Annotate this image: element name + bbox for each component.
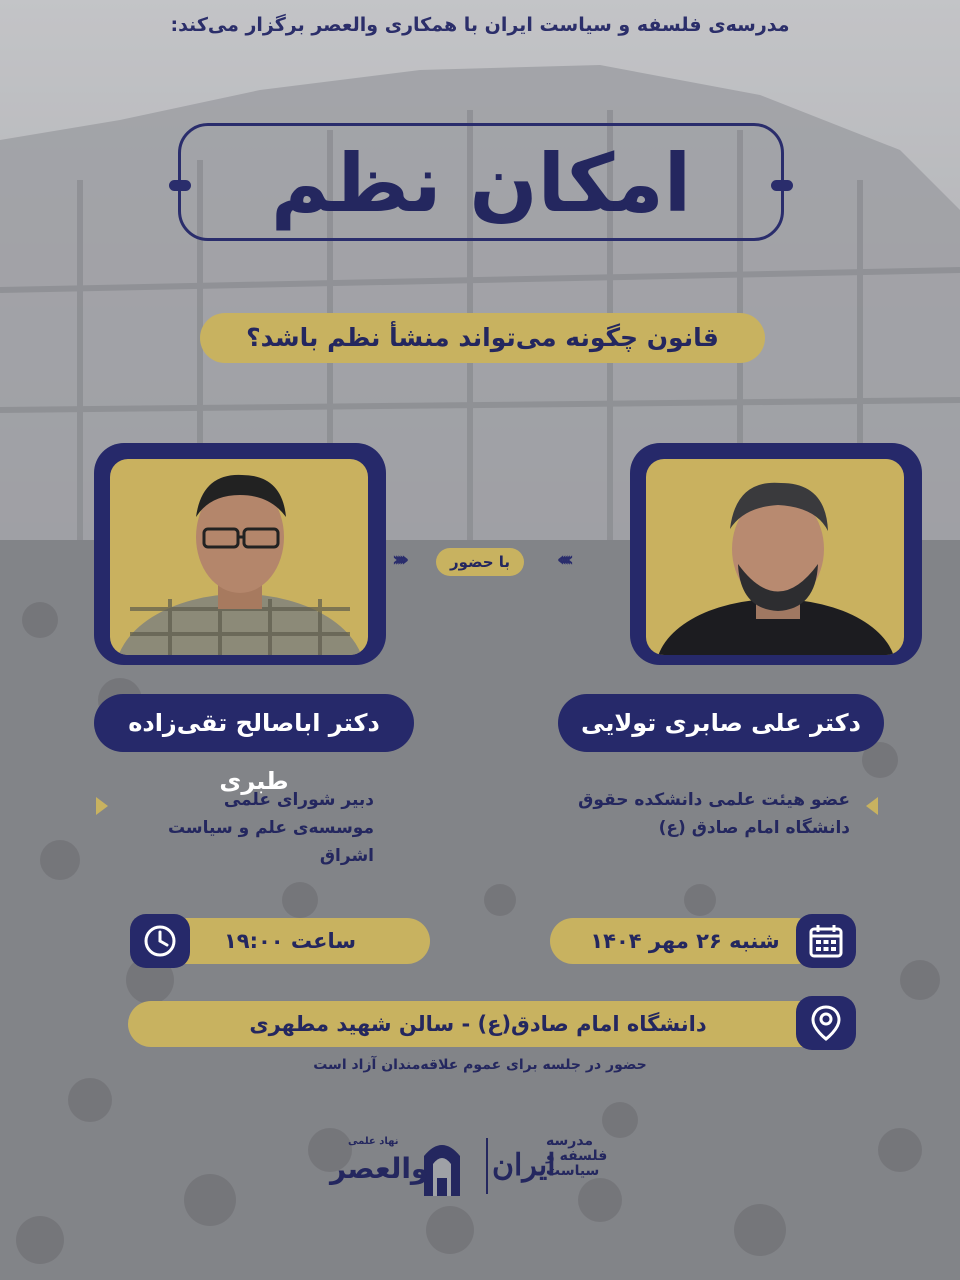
speaker-2-name: دکتر اباصالح تقی‌زاده طبری [94,694,414,752]
speaker-2-photo-frame [94,443,386,665]
speaker-2-photo [110,459,368,655]
valasr-logo-top: نهاد علمی [348,1136,399,1147]
school-logo [486,1134,636,1198]
date-pill: شنبه ۲۶ مهر ۱۴۰۴ [550,918,820,964]
organizer-line: مدرسه‌ی فلسفه و سیاست ایران با همکاری والعصر برگزار می‌کند: [170,14,790,36]
speaker-2-role-line1: دبیر شورای علمی [223,790,374,810]
school-logo-line3: سیاست [546,1163,600,1179]
triangle-bullet-icon [866,797,878,815]
chevron-left-icon: ‹‹‹‹‹ [392,547,404,571]
speaker-1-photo [646,459,904,655]
speaker-2-role-line2: موسسه‌ی علم و سیاست اشراق [167,818,374,866]
location-pin-icon [796,996,856,1050]
event-subtitle: قانون چگونه می‌تواند منشأ نظم باشد؟ [200,313,765,363]
speaker-1-role-line2: دانشگاه امام صادق (ع) [658,818,850,838]
school-logo-word: ایران [492,1148,556,1183]
speaker-1-photo-frame [630,443,922,665]
with-presence-label [388,545,572,579]
speaker-1-name: دکتر علی صابری تولایی [558,694,884,752]
school-logo-line2: فلسفه و [546,1148,608,1164]
triangle-bullet-icon [96,797,108,815]
clock-icon [130,914,190,968]
speaker-2-role [116,786,374,870]
speaker-1-role-line1: عضو هیئت علمی دانشکده حقوق [578,790,850,810]
with-presence-text: با حضور [436,548,524,576]
attendance-note: حضور در جلسه برای عموم علاقه‌مندان آزاد است [313,1057,647,1073]
event-title: امکان نظم [270,137,692,230]
school-logo-line1: مدرسه [546,1133,594,1149]
time-pill: ساعت ۱۹:۰۰ [150,918,430,964]
location-pill: دانشگاه امام صادق(ع) - سالن شهید مطهری [128,1001,828,1047]
valasr-logo-word: والعصر [330,1152,429,1185]
valasr-logo [330,1132,464,1200]
chevron-right-icon: ››››› [556,547,568,571]
speaker-1-role [560,786,850,842]
calendar-icon [796,914,856,968]
